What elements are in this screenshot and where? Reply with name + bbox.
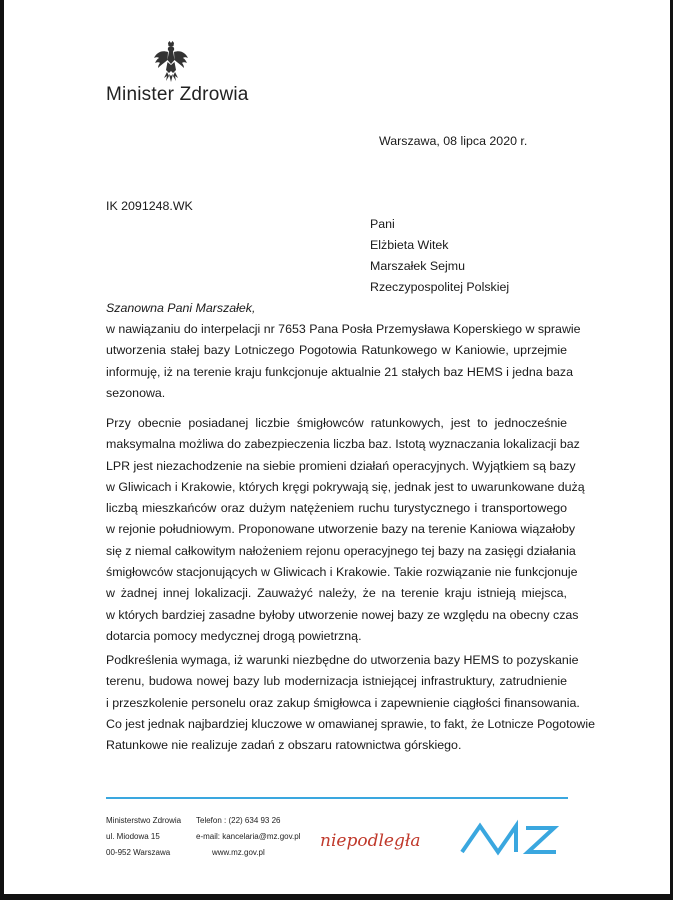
place-date: Warszawa, 08 lipca 2020 r.	[379, 134, 528, 148]
paragraph-line: maksymalna możliwa do zabezpieczenia liczba baz. Istotą wyznaczania lokalizacji baz	[106, 437, 580, 452]
paragraph-line: śmigłowców stacjonujących w Gliwicach i Krakowie. Takie rozwiązanie nie funkcjonuje	[106, 565, 578, 580]
polish-eagle-icon	[152, 40, 190, 84]
footer-address-line: ul. Miodowa 15	[106, 832, 160, 841]
niepodlegla-signature-icon	[318, 818, 438, 858]
ministry-name: Minister Zdrowia	[106, 84, 249, 105]
body-paragraph	[106, 413, 585, 647]
signature-text: niepodległa	[320, 831, 421, 851]
footer-divider	[106, 797, 568, 799]
recipient-line: Elżbieta Witek	[370, 238, 449, 252]
paragraph-line: terenu, budowa nowej bazy lub modernizacja istniejącej infrastruktury, zatrudnienie	[106, 674, 567, 689]
paragraph-line: w których bardziej zasadne byłoby utworzenie nowej bazy ze względu na obecny czas	[106, 607, 579, 622]
body-paragraph	[106, 714, 595, 757]
paragraph-line: LPR jest niezachodzenie na siebie promieni działań operacyjnych. Wyjątkiem są bazy	[106, 458, 576, 473]
paragraph-line: utworzenia stałej bazy Lotniczego Pogotowia Ratunkowego w Kaniowie, uprzejmie	[106, 343, 567, 358]
paragraph-line: Podkreślenia wymaga, iż warunki niezbędne do utworzenia bazy HEMS to pozyskanie	[106, 653, 579, 667]
footer-website: www.mz.gov.pl	[212, 848, 265, 857]
footer-address-line: Ministerstwo Zdrowia	[106, 816, 182, 825]
salutation: Szanowna Pani Marszałek,	[106, 301, 256, 315]
paragraph-line: w żadnej innej lokalizacji. Zauważyć należy, że na terenie kraju istnieją miejsca,	[106, 586, 567, 601]
recipient-line: Pani	[370, 217, 395, 231]
paragraph-line: informuję, iż na terenie kraju funkcjonuje aktualnie 21 stałych baz HEMS i jedna baza	[106, 364, 573, 379]
mz-logo-icon	[458, 818, 560, 858]
paragraph-line: Przy obecnie posiadanej liczbie śmigłowców ratunkowych, jest to jednocześnie	[106, 416, 567, 430]
paragraph-line: w nawiązaniu do interpelacji nr 7653 Pana Posła Przemysława Koperskiego w sprawie	[106, 322, 581, 336]
body-paragraph	[106, 650, 580, 714]
footer-address-line: 00-952 Warszawa	[106, 848, 171, 857]
paragraph-line: liczbą mieszkańców oraz dużym natężeniem ruchu turystycznego i transportowego	[106, 501, 567, 516]
reference-number: IK 2091248.WK	[106, 199, 193, 213]
paragraph-line: w Gliwicach i Krakowie, których kręgi pokrywają się, jednak jest to uwarunkowane dużą	[106, 479, 585, 494]
body-paragraph	[106, 319, 581, 404]
paragraph-line: sezonowa.	[106, 385, 166, 400]
page-edge	[0, 0, 4, 900]
paragraph-line: Ratunkowe nie realizuje zadań z obszaru ratownictwa górskiego.	[106, 738, 462, 753]
footer-phone: Telefon : (22) 634 93 26	[196, 816, 281, 825]
paragraph-line: Co jest jednak najbardziej kluczowe w omawianej sprawie, to fakt, że Lotnicze Pogotowie	[106, 717, 595, 731]
footer-email: e-mail: kancelaria@mz.gov.pl	[196, 832, 301, 841]
recipient-line: Rzeczypospolitej Polskiej	[370, 280, 510, 294]
paragraph-line: się z niemal całkowitym nałożeniem rejonu operacyjnego tej bazy na zasięgi działania	[106, 543, 576, 558]
paragraph-line: i przeszkolenie personelu oraz zakup śmigłowca i zapewnienie ciągłości finansowania.	[106, 695, 580, 710]
recipient-line: Marszałek Sejmu	[370, 259, 466, 273]
paragraph-line: dotarcia pomocy medycznej drogą powietrzną.	[106, 628, 362, 643]
paragraph-line: w rejonie południowym. Proponowane utworzenie bazy na terenie Kaniowa wiązałoby	[106, 522, 576, 537]
page-edge	[0, 894, 673, 900]
